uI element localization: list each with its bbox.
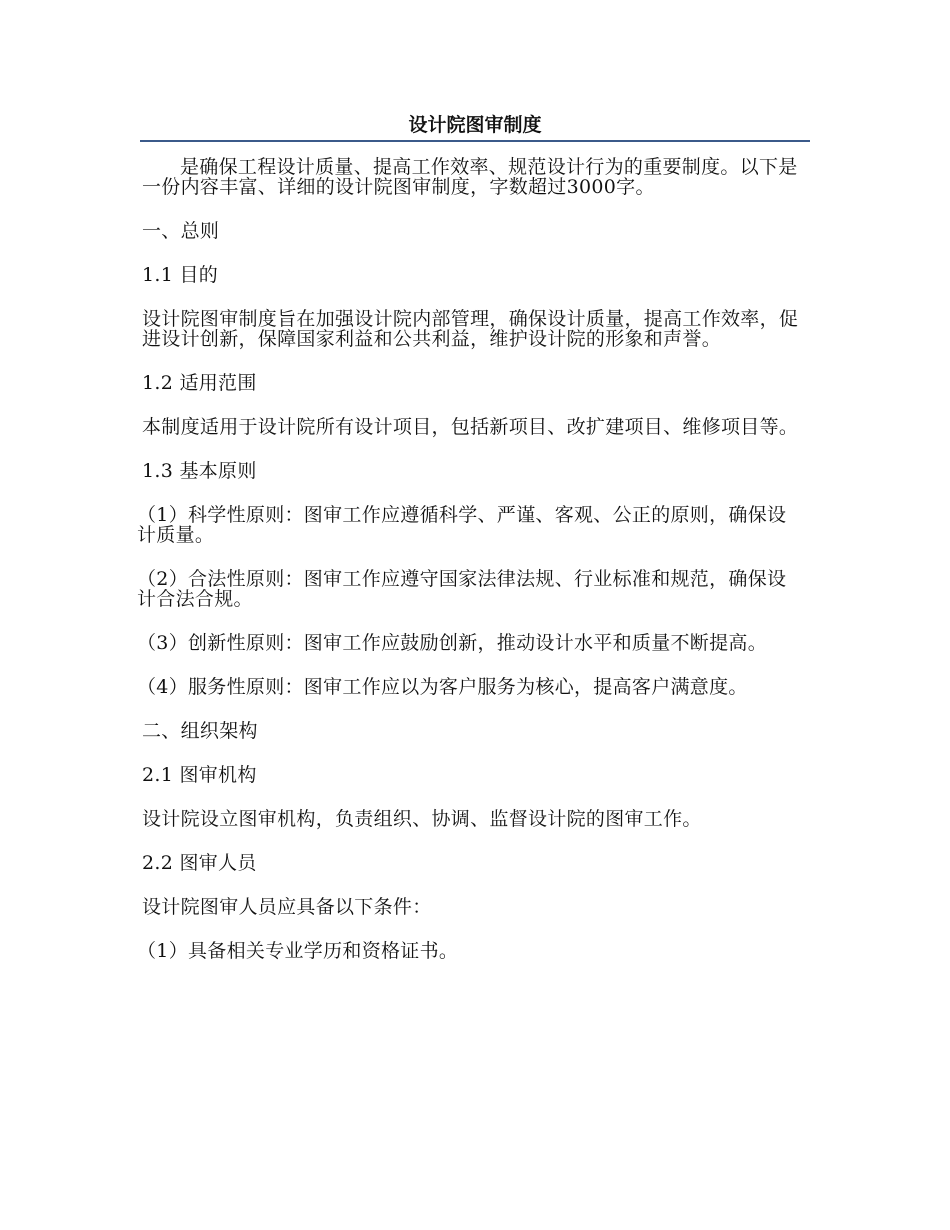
purpose-paragraph: 设计院图审制度旨在加强设计院内部管理，确保设计质量，提高工作效率，促进设计创新，保障国家利益和公共利益，维护设计院的形象和声誉。 bbox=[142, 308, 799, 350]
section-heading-organization: 二、组织架构 bbox=[142, 720, 258, 742]
principle-item: （2）合法性原则：图审工作应遵守国家法律法规、行业标准和规范，确保设计合法合规。 bbox=[137, 568, 787, 610]
title-underline bbox=[140, 140, 810, 142]
section-heading-general: 一、总则 bbox=[142, 220, 220, 242]
subsection-heading-review-staff: 2.2 图审人员 bbox=[142, 852, 257, 874]
subsection-heading-purpose: 1.1 目的 bbox=[142, 264, 219, 286]
principle-item: （4）服务性原则：图审工作应以为客户服务为核心，提高客户满意度。 bbox=[137, 676, 748, 698]
intro-paragraph: 是确保工程设计质量、提高工作效率、规范设计行为的重要制度。以下是一份内容丰富、详细的设计院图审制度，字数超过3000字。 bbox=[142, 156, 798, 198]
subsection-heading-principles: 1.3 基本原则 bbox=[142, 460, 257, 482]
principle-item: （1）科学性原则：图审工作应遵循科学、严谨、客观、公正的原则，确保设计质量。 bbox=[137, 504, 787, 546]
review-staff-paragraph: 设计院图审人员应具备以下条件： bbox=[142, 896, 432, 918]
subsection-heading-scope: 1.2 适用范围 bbox=[142, 372, 257, 394]
document-body bbox=[137, 156, 804, 985]
document-title: 设计院图审制度 bbox=[408, 114, 542, 136]
scope-paragraph: 本制度适用于设计院所有设计项目，包括新项目、改扩建项目、维修项目等。 bbox=[142, 416, 799, 438]
condition-item: （1）具备相关专业学历和资格证书。 bbox=[137, 940, 459, 962]
review-body-paragraph: 设计院设立图审机构，负责组织、协调、监督设计院的图审工作。 bbox=[142, 808, 702, 830]
principle-item: （3）创新性原则：图审工作应鼓励创新，推动设计水平和质量不断提高。 bbox=[137, 632, 767, 654]
subsection-heading-review-body: 2.1 图审机构 bbox=[142, 764, 257, 786]
